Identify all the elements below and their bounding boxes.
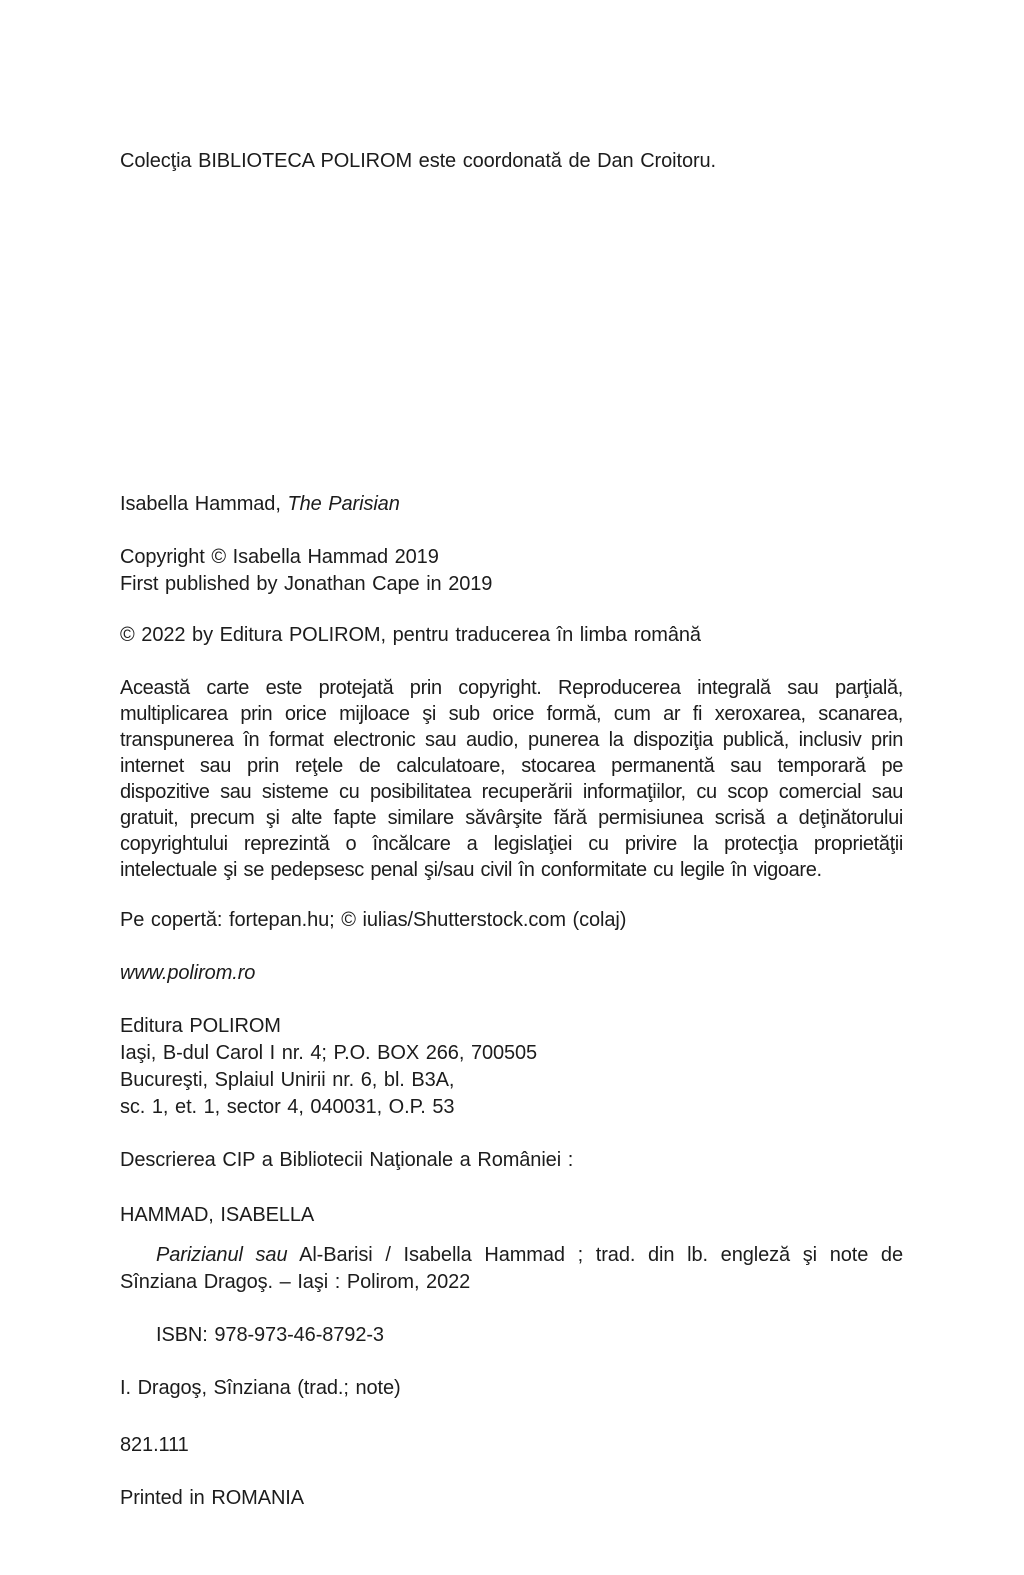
original-title: The Parisian — [287, 493, 400, 515]
cover-credit-line: Pe copertă: fortepan.hu; © iulias/Shutterstock.com (colaj) — [120, 909, 627, 931]
legal-notice-paragraph: Această carte este protejată prin copyright. Reproducerea integrală sau parţială, multiplicarea prin orice mijloace şi sub orice formă, cum ar fi xeroxarea, scanarea, transpunerea în format electronic sau audio, punerea la dispoziţia publică, inclusiv prin internet sau prin reţele de calculatoare, stocarea permanentă sau temporară pe dispozitive sau sisteme cu posibilitatea recuperării informaţiilor, cu scop comercial sau gratuit, precum şi alte fapte similare săvârşite fără permisiunea scrisă a deţinătorului copyrightului reprezintă o încălcare a legislaţiei cu privire la protecţia proprietăţii intelectuale şi se pedepsesc penal şi/sau civil în conformitate cu legile în vigoare. — [120, 677, 903, 881]
original-edition-line — [120, 491, 903, 518]
isbn-line: ISBN: 978-973-46-8792-3 — [156, 1324, 384, 1346]
cip-entry-details: Al-Barisi / Isabella Hammad ; trad. din lb. engleză şi note de Sînziana Dragoş. – Iaşi : Polirom, 2022 — [120, 1244, 903, 1293]
original-author: Isabella Hammad, — [120, 493, 288, 515]
cip-entry — [120, 1242, 903, 1296]
cip-contributor-line: I. Dragoş, Sînziana (trad.; note) — [120, 1377, 401, 1399]
copyright-block — [120, 544, 903, 598]
publisher-address-block — [120, 1013, 903, 1121]
publisher-address-bucuresti: Bucureşti, Splaiul Unirii nr. 6, bl. B3A, — [120, 1069, 455, 1091]
romanian-copyright-line: © 2022 by Editura POLIROM, pentru traducerea în limba română — [120, 624, 701, 646]
collection-note: Colecţia BIBLIOTECA POLIROM este coordonată de Dan Croitoru. — [120, 150, 717, 172]
publisher-name: Editura POLIROM — [120, 1015, 281, 1037]
cip-entry-title: Parizianul sau — [156, 1244, 288, 1266]
publisher-address-detail: sc. 1, et. 1, sector 4, 040031, O.P. 53 — [120, 1096, 455, 1118]
copyright-line-author: Copyright © Isabella Hammad 2019 — [120, 546, 439, 568]
udc-classification: 821.111 — [120, 1434, 189, 1456]
publisher-website: www.polirom.ro — [120, 962, 256, 984]
publisher-address-iasi: Iaşi, B-dul Carol I nr. 4; P.O. BOX 266, 700505 — [120, 1042, 538, 1064]
copyright-line-first-published: First published by Jonathan Cape in 2019 — [120, 573, 493, 595]
cip-heading: Descrierea CIP a Bibliotecii Naţionale a României : — [120, 1149, 574, 1171]
cip-author: HAMMAD, ISABELLA — [120, 1204, 315, 1226]
printed-in-line: Printed in ROMANIA — [120, 1487, 304, 1509]
